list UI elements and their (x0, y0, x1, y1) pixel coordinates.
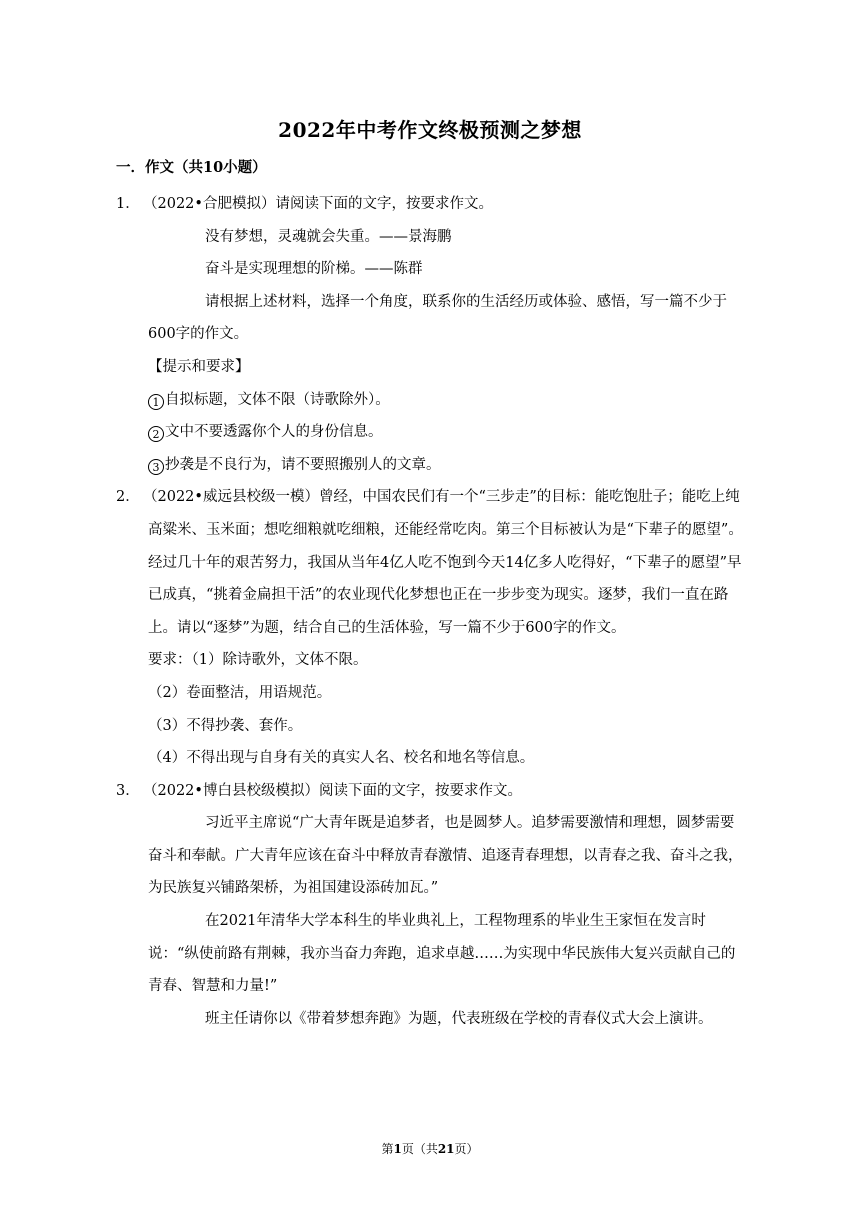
question-1-head (116, 188, 744, 221)
page-title: 2022年中考作文终极预测之梦想 (278, 118, 582, 142)
instruction-text: 请根据上述材料，选择一个角度，联系你的生活经历或体验、感悟，写一篇不少于600字的作文。 (148, 293, 727, 343)
material-paragraph: 班主任请你以《带着梦想奔跑》为题，代表班级在学校的青春仪式大会上演讲。 (205, 1010, 713, 1027)
question-2-body (116, 481, 744, 644)
tips-title: 【提示和要求】 (148, 358, 250, 375)
material-paragraph: 习近平主席说“广大青年既是追梦者，也是圆梦人。追梦需要激情和理想，圆梦需要奋斗和奉献。广大青年应该在奋斗中释放青春激情、追逐青春理想，以青春之我、奋斗之我，为民族复兴铺路架桥，为祖国建设添砖加瓦。” (148, 815, 743, 897)
quote-text: 奋斗是实现理想的阶梯。——陈群 (205, 261, 423, 278)
question-source: （2022•合肥模拟）请阅读下面的文字，按要求作文。 (143, 196, 493, 212)
requirement-head: 要求：（1）除诗歌外，文体不限。 (148, 652, 368, 669)
tip-item (116, 416, 744, 449)
question-number: 2． (116, 489, 140, 506)
questions-content (116, 188, 744, 1035)
tip-item (116, 384, 744, 417)
circled-number-2: 2 (148, 426, 164, 442)
circled-number-1: 1 (148, 394, 164, 410)
total-pages: 21 (437, 1142, 455, 1156)
circled-number-3: 3 (148, 459, 164, 475)
question-text: （2022•威远县校级一模）曾经，中国农民们有一个“三步走”的目标：能吃饱肚子；能吃上纯高粱米、玉米面；想吃细粮就吃细粮，还能经常吃肉。第三个目标被认为是“下辈子的愿望”。经过几十年的艰苦努力，我国从当年4亿人吃不饱到今天14亿多人吃得好，“下辈子的愿望”早已成真，“挑着金扁担干活”的农业现代化梦想也正在一步步变为现实。逐梦，我们一直在路上。请以“逐梦”为题，结合自己的生活体验，写一篇不少于600字的作文。 (143, 489, 743, 636)
tip-text: 文中不要透露你个人的身份信息。 (165, 424, 383, 441)
page-number: 1 (393, 1142, 402, 1156)
page-footer: 第1页（共21页） (381, 1142, 479, 1156)
question-number: 3． (116, 782, 140, 799)
question-3-head (116, 775, 744, 808)
question-number: 1． (116, 196, 140, 212)
tip-text: 抄袭是不良行为，请不要照搬别人的文章。 (165, 456, 441, 473)
requirement-item: （4）不得出现与自身有关的真实人名、校名和地名等信息。 (148, 750, 535, 767)
requirement-item: （2）卷面整洁，用语规范。 (148, 684, 332, 701)
question-source: （2022•博白县校级模拟）阅读下面的文字，按要求作文。 (143, 782, 522, 799)
tip-item (116, 449, 744, 482)
requirement-item: （3）不得抄袭、套作。 (148, 717, 303, 734)
tip-text: 自拟标题，文体不限（诗歌除外）。 (165, 391, 390, 408)
material-paragraph: 在2021年清华大学本科生的毕业典礼上，工程物理系的毕业生王家恒在发言时说：“纵使前路有荆棘，我亦当奋力奔跑，追求卓越……为实现中华民族伟大复兴贡献自己的青春、智慧和力量!” (148, 913, 736, 995)
section-heading: 一．作文（共10小题） (116, 159, 267, 176)
quote-text: 没有梦想，灵魂就会失重。——景海鹏 (205, 228, 452, 245)
